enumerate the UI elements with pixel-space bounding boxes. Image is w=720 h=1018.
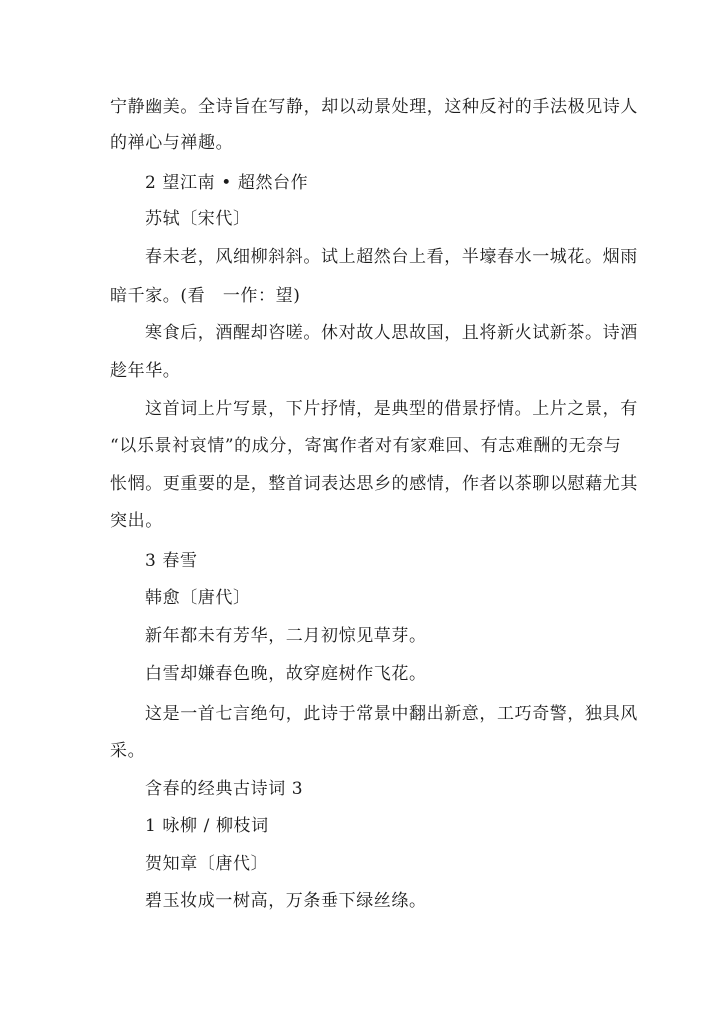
text-line-1: 宁静幽美。全诗旨在写静，却以动景处理，这种反衬的手法极见诗人 [110,97,638,117]
poem-line-1: 春未老，风细柳斜斜。试上超然台上看，半壕春水一城花。烟雨 [145,247,638,267]
text-line-2: 的禅心与禅趣。 [110,133,234,153]
commentary-line-6: 采。 [110,741,146,761]
poem-line-3: 寒食后，酒醒却咨嗟。休对故人思故国，且将新火试新茶。诗酒 [145,323,638,343]
commentary-line-5: 这是一首七言绝句，此诗于常景中翻出新意，工巧奇警，独具风 [145,704,638,724]
poem-line-5: 新年都未有芳华，二月初惊见草芽。 [145,626,427,646]
section-title-yongliu: 1 咏柳 / 柳枝词 [145,816,269,836]
poem-line-6: 白雪却嫌春色晚，故穿庭树作飞花。 [145,664,427,684]
commentary-line-3: 怅惘。更重要的是，整首词表达思乡的感情，作者以茶聊以慰藉尤其 [110,474,638,494]
poem-author-sushi: 苏轼〔宋代〕 [145,209,251,229]
poem-author-hezhizhang: 贺知章〔唐代〕 [145,854,269,874]
poem-line-7: 碧玉妆成一树高，万条垂下绿丝绦。 [145,891,427,911]
commentary-line-2: “以乐景衬哀情”的成分，寄寓作者对有家难回、有志难酬的无奈与 [110,436,622,456]
commentary-line-4: 突出。 [110,511,163,531]
poem-author-hanyu: 韩愈〔唐代〕 [145,588,251,608]
commentary-line-1: 这首词上片写景，下片抒情，是典型的借景抒情。上片之景，有 [145,399,638,419]
section-title-wangjiangnan: 2 望江南 • 超然台作 [145,173,309,193]
poem-line-4: 趁年华。 [110,361,181,381]
section-title-chunxue: 3 春雪 [145,551,198,571]
poem-line-2: 暗千家。(看 一作：望) [110,286,301,306]
section-heading-hanchun: 含春的经典古诗词 3 [145,779,304,799]
